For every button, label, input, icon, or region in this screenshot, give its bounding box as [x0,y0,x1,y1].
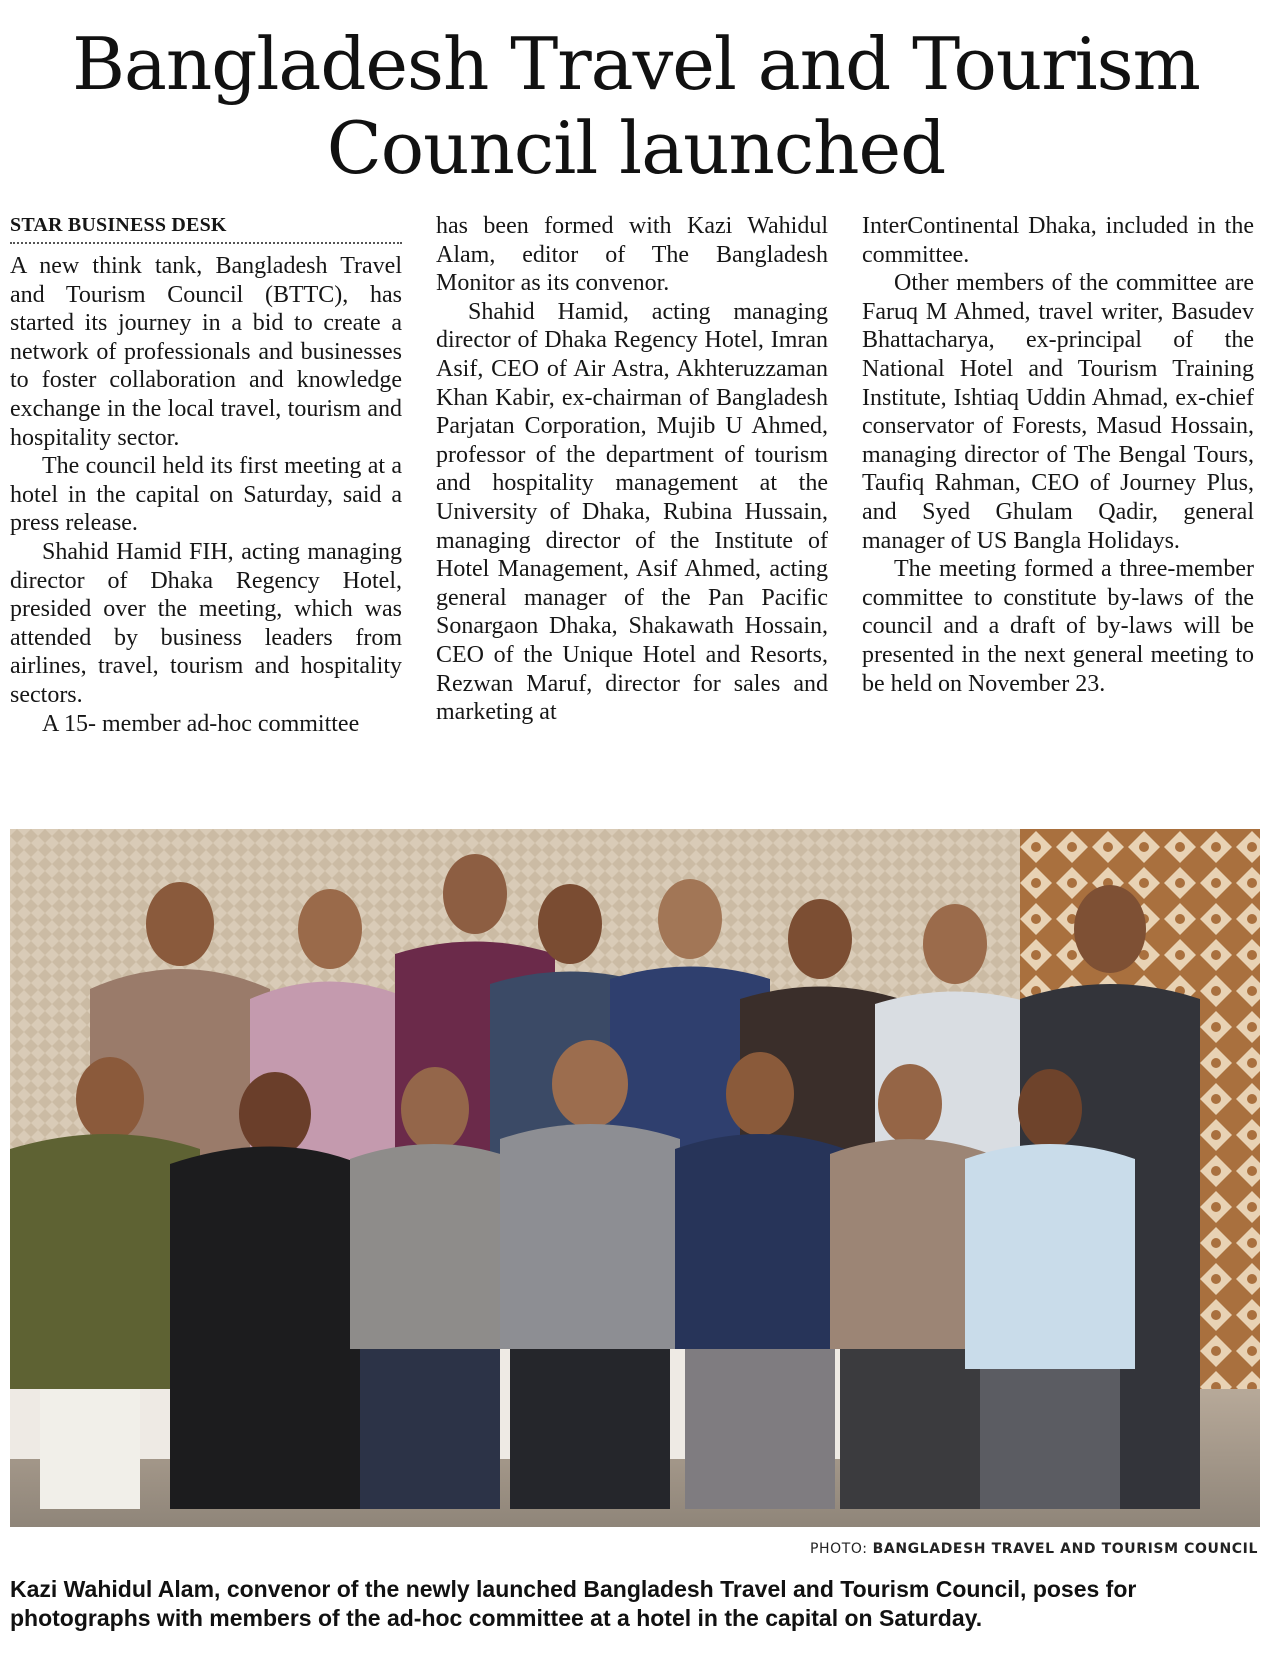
photo-caption: Kazi Wahidul Alam, convenor of the newly launched Bangladesh Travel and Tourism Council, poses for photographs with members of the ad-hoc committee at a hotel in the capital on Saturday. [10,1576,1137,1631]
headline-line-2: Council launched [326,106,946,190]
paragraph: Shahid Hamid, acting managing director of Dhaka Regency Hotel, Imran Asif, CEO of Air Astra, Akhteruzzaman Khan Kabir, ex-chairman of Bangladesh Parjatan Corporation, Mujib U Ahmed, professor of the department of tourism and hospitality management at the University of Dhaka, Rubina Hussain, managing director of the Institute of Hotel Management, Asif Ahmed, acting general manager of the Pan Pacific Sonargaon Dhaka, Shakawath Hossain, CEO of the Unique Hotel and Resorts, Rezwan Maruf, director for sales and marketing at [436,298,828,726]
paragraph: Shahid Hamid FIH, acting managing director of Dhaka Regency Hotel, presided over the meeting, which was attended by business leaders from airlines, travel, tourism and hospitality sectors. [10,538,402,708]
article-column-2 [436,212,828,727]
group-photo [10,829,1260,1527]
paragraph: The meeting formed a three-member committee to constitute by-laws of the council and a draft of by-laws will be presented in the next general meeting to be held on November 23. [862,556,1254,697]
paragraph: The council held its first meeting at a hotel in the capital on Saturday, said a press release. [10,453,402,537]
photo-credit-source: BANGLADESH TRAVEL AND TOURISM COUNCIL [872,1541,1258,1557]
paragraph: InterContinental Dhaka, included in the committee. [862,213,1254,268]
headline-line-1: Bangladesh Travel and Tourism [72,22,1200,106]
headline [0,22,1272,190]
byline: STAR BUSINESS DESK [10,212,402,244]
paragraph: has been formed with Kazi Wahidul Alam, editor of The Bangladesh Monitor as its convenor. [436,213,828,297]
paragraph: Other members of the committee are Faruq M Ahmed, travel writer, Basudev Bhattacharya, ex-principal of the National Hotel and Tourism Training Institute, Ishtiaq Uddin Ahmad, ex-chief conservator of Forests, Masud Hossain, managing director of The Bengal Tours, Taufiq Rahman, CEO of Journey Plus, and Syed Ghulam Qadir, general manager of US Bangla Holidays. [862,270,1254,554]
paragraph: A new think tank, Bangladesh Travel and Tourism Council (BTTC), has started its journey in a bid to create a network of professionals and businesses to foster collaboration and knowledge exchange in the local travel, tourism and hospitality sector. [10,253,402,451]
photo-credit-label: PHOTO: [809,1541,873,1557]
paragraph: A 15- member ad-hoc committee [42,710,360,737]
article-column-1 [10,212,402,738]
photo-credit [810,1541,1258,1557]
article-column-3 [862,212,1254,698]
